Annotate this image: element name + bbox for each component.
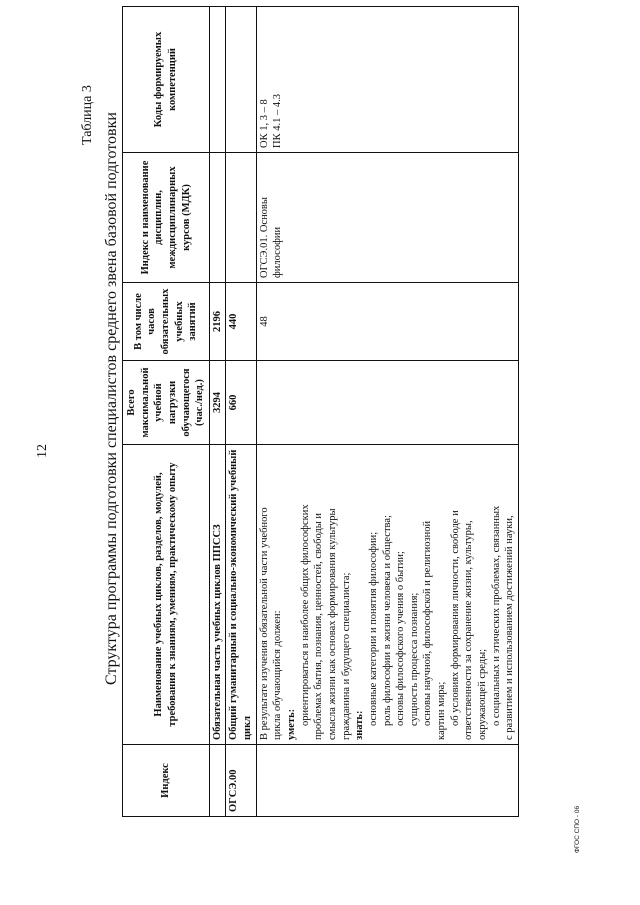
competency-code: ПК 4.1 – 4.3 bbox=[272, 94, 284, 148]
knowledge-line: сущность процесса познания; bbox=[408, 592, 420, 726]
structure-table bbox=[122, 6, 519, 817]
knowledge-line: роль философии в жизни человека и общества; bbox=[381, 515, 393, 726]
footer-code: ФГОС СПО - 06 bbox=[574, 805, 581, 853]
cell-empty bbox=[256, 745, 518, 817]
intro-line: В результате изучения обязательной части учебного bbox=[258, 507, 270, 740]
cycle-mandatory: 440 bbox=[226, 283, 256, 361]
total-name: Обязательная часть учебных циклов ППССЗ bbox=[209, 445, 226, 745]
requirements-text bbox=[256, 445, 518, 745]
cell-empty bbox=[226, 7, 256, 153]
knowledge-line: с развитием и использованием достижений науки, bbox=[504, 515, 516, 740]
cycle-index: ОГСЭ.00 bbox=[226, 745, 256, 817]
table-header-row bbox=[123, 7, 210, 817]
knowledge-line: ответственности за сохранение жизни, культуры, bbox=[463, 520, 475, 740]
cycle-max: 660 bbox=[226, 361, 256, 445]
skills-line: проблемах бытия, познания, ценностей, свободы и bbox=[313, 512, 325, 740]
knowledge-line: окружающей среды; bbox=[477, 648, 489, 740]
cell-empty bbox=[209, 7, 226, 153]
cycle-name: Общий гуманитарный и социально-экономический учебный цикл bbox=[226, 445, 256, 745]
cell-empty bbox=[209, 745, 226, 817]
cell-empty bbox=[226, 153, 256, 283]
detail-competencies bbox=[256, 7, 518, 153]
skills-line: гражданина и будущего специалиста; bbox=[340, 572, 352, 740]
cell-empty bbox=[209, 153, 226, 283]
header-max-load: Всего максимальной учебной нагрузки обучающегося (час./нед.) bbox=[123, 361, 210, 445]
skills-line: смысла жизни как основах формирования культуры bbox=[326, 508, 338, 740]
knowledge-line: основные категории и понятия философии; bbox=[367, 531, 379, 726]
header-mandatory-hours: В том числе часов обязательных учебных занятий bbox=[123, 283, 210, 361]
table-row-cycle bbox=[226, 7, 256, 817]
header-discipline: Индекс и наименование дисциплин, междисциплинарных курсов (МДК) bbox=[123, 153, 210, 283]
detail-mandatory: 48 bbox=[256, 283, 518, 361]
table-row-detail bbox=[256, 7, 518, 817]
total-mandatory: 2196 bbox=[209, 283, 226, 361]
table-caption: Таблица 3 bbox=[80, 85, 95, 145]
detail-discipline: ОГСЭ.01. Основы философии bbox=[256, 153, 518, 283]
knowledge-line: о социальных и этических проблемах, связанных bbox=[490, 505, 502, 726]
competency-code: ОК 1, 3 – 8 bbox=[258, 99, 270, 148]
table-row-total bbox=[209, 7, 226, 817]
knowledge-heading: знать: bbox=[354, 710, 366, 740]
header-competencies: Коды формируемых компетенций bbox=[123, 7, 210, 153]
page-number: 12 bbox=[35, 444, 50, 458]
header-name: Наименование учебных циклов, разделов, модулей, требования к знаниям, умениям, практическому опыту bbox=[123, 445, 210, 745]
skills-line: ориентироваться в наиболее общих философских bbox=[299, 504, 311, 726]
page-title: Структура программы подготовки специалистов среднего звена базовой подготовки bbox=[103, 112, 120, 685]
knowledge-line: основы научной, философской и религиозной bbox=[422, 520, 434, 726]
cell-empty bbox=[256, 361, 518, 445]
knowledge-line: об условиях формирования личности, свободе и bbox=[449, 510, 461, 726]
knowledge-line: картин мира; bbox=[436, 681, 448, 740]
skills-heading: уметь: bbox=[286, 708, 298, 740]
knowledge-line: основы философского учения о бытии; bbox=[395, 551, 407, 726]
total-max: 3294 bbox=[209, 361, 226, 445]
header-index: Индекс bbox=[123, 745, 210, 817]
intro-line: цикла обучающийся должен: bbox=[272, 610, 284, 740]
